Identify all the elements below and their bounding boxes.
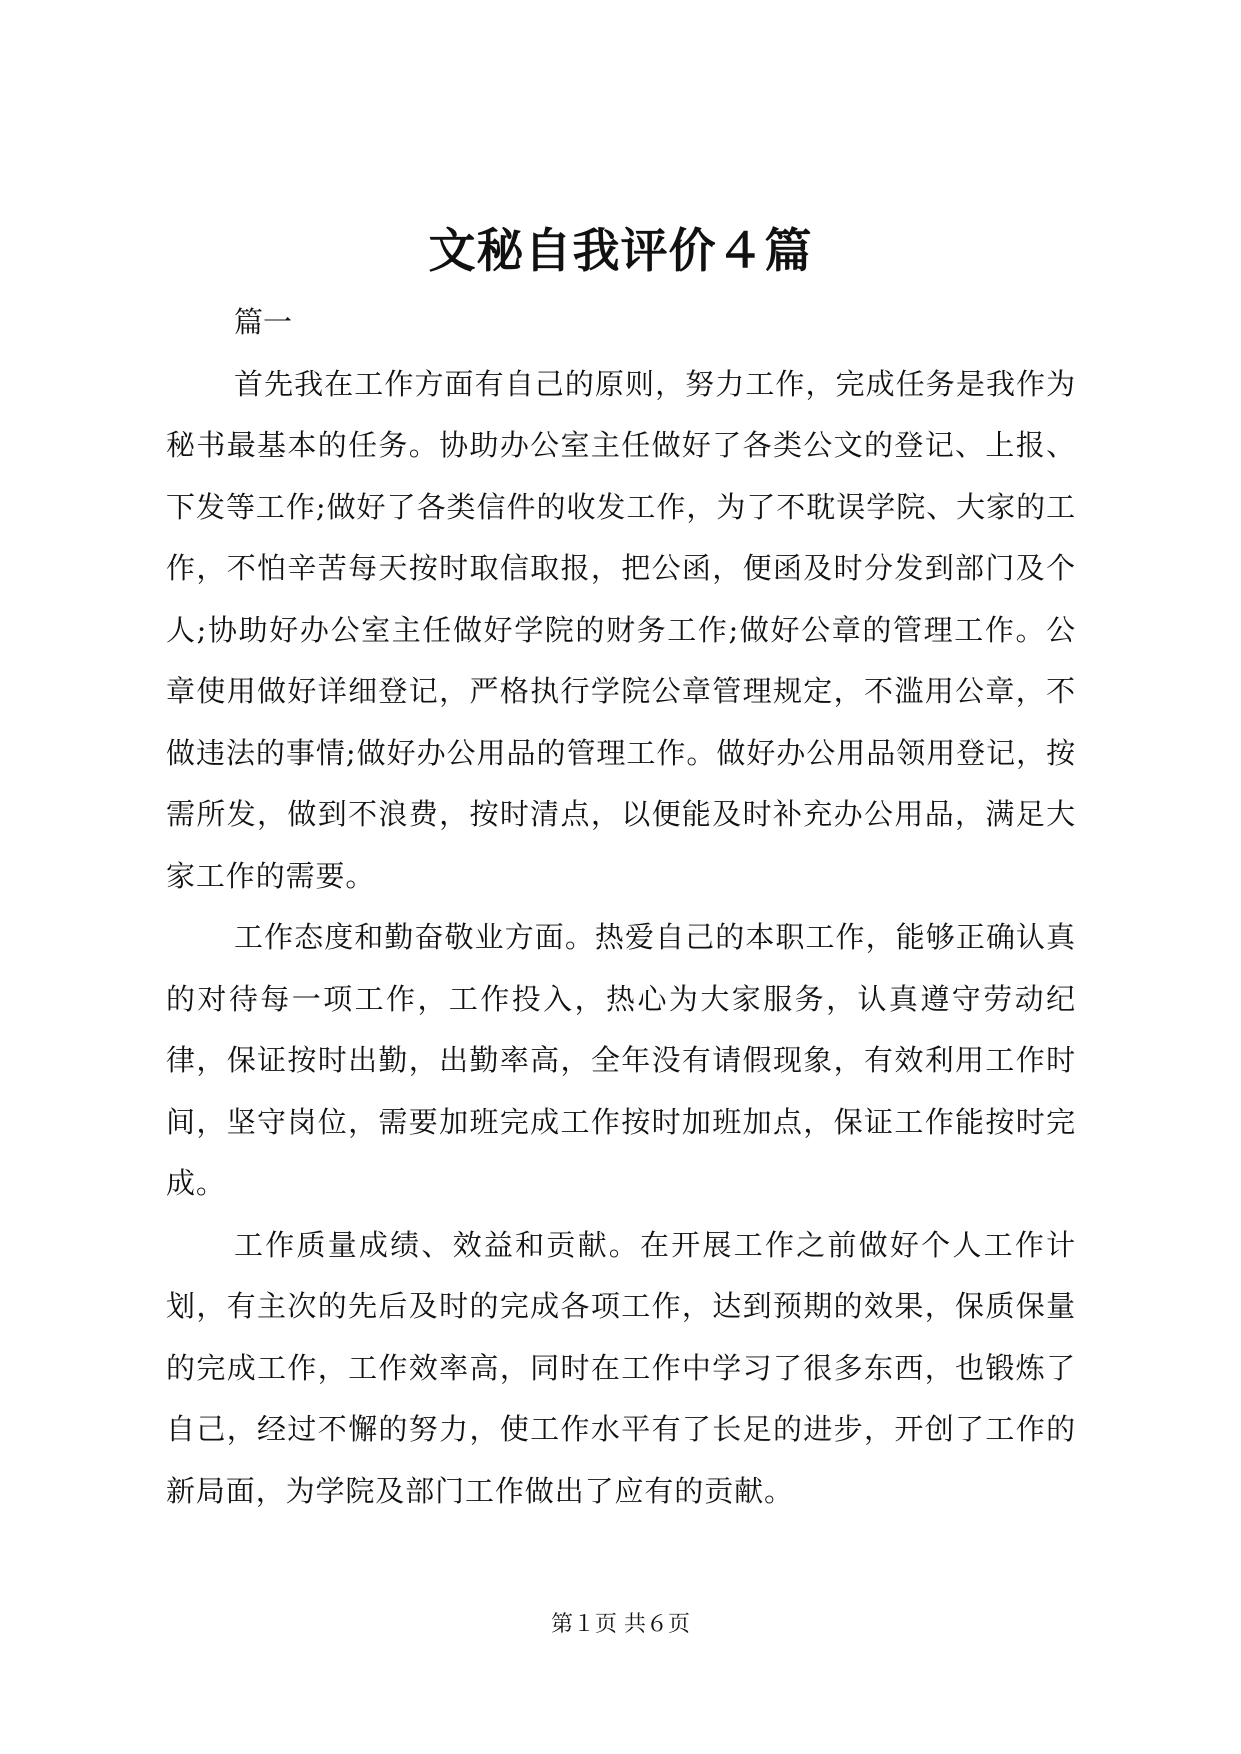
paragraph-1: 首先我在工作方面有自己的原则，努力工作，完成任务是我作为秘书最基本的任务。协助办公室主任做好了各类公文的登记、上报、下发等工作;做好了各类信件的收发工作，为了不耽误学院、大家的工作，不怕辛苦每天按时取信取报，把公函，便函及时分发到部门及个人;协助好办公室主任做好学院的财务工作;做好公章的管理工作。公章使用做好详细登记，严格执行学院公章管理规定，不滥用公章，不做违法的事情;做好办公用品的管理工作。做好办公用品领用登记，按需所发，做到不浪费，按时清点，以便能及时补充办公用品，满足大家工作的需要。 [166,366,1076,893]
paragraph-3: 工作质量成绩、效益和贡献。在开展工作之前做好个人工作计划，有主次的先后及时的完成各项工作，达到预期的效果，保质保量的完成工作，工作效率高，同时在工作中学习了很多东西，也锻炼了自己，经过不懈的努力，使工作水平有了长足的进步，开创了工作的新局面，为学院及部门工作做出了应有的贡献。 [166,1227,1076,1508]
section-label: 篇一 [234,305,293,339]
document-body [166,292,1076,1522]
paragraph-2: 工作态度和勤奋敬业方面。热爱自己的本职工作，能够正确认真的对待每一项工作，工作投入，热心为大家服务，认真遵守劳动纪律，保证按时出勤，出勤率高，全年没有请假现象，有效利用工作时间，坚守岗位，需要加班完成工作按时加班加点，保证工作能按时完成。 [166,920,1076,1200]
document-title: 文秘自我评价４篇 [428,224,813,279]
page-footer: 第１页 共６页 [551,1612,690,1637]
